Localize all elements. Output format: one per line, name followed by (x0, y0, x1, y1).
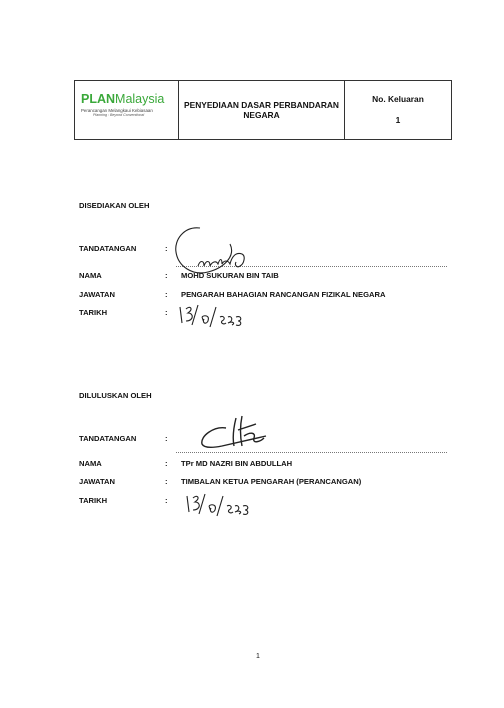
approved-signature (196, 414, 276, 454)
approved-date-label: TARIKH (79, 496, 108, 505)
prepared-position-label: JAWATAN (79, 290, 115, 299)
approved-signature-label: TANDATANGAN (79, 434, 137, 443)
logo-subtitle: Perancangan Melangkaui Kebiasaan (81, 108, 153, 113)
colon: : (165, 290, 168, 299)
colon: : (165, 308, 168, 317)
colon: : (165, 459, 168, 468)
prepared-handwritten-date (176, 303, 256, 329)
issue-cell (345, 81, 451, 139)
issue-number: 1 (395, 115, 401, 125)
prepared-date-label: TARIKH (79, 308, 108, 317)
colon: : (165, 434, 168, 443)
issue-label: No. Keluaran (372, 94, 424, 104)
colon: : (165, 477, 168, 486)
approved-position-label: JAWATAN (79, 477, 115, 486)
document-title: PENYEDIAAN DASAR PERBANDARAN NEGARA (179, 81, 345, 139)
colon: : (165, 244, 168, 253)
logo-plan-text: PLAN (81, 92, 116, 106)
approved-by-heading: DILULUSKAN OLEH (79, 391, 152, 400)
approved-position: TIMBALAN KETUA PENGARAH (PERANCANGAN) (181, 477, 362, 486)
prepared-name: MOHD SUKURAN BIN TAIB (181, 271, 279, 280)
logo-malaysia-text: Malaysia (115, 92, 165, 106)
approved-handwritten-date (183, 492, 263, 518)
approved-name: TPr MD NAZRI BIN ABDULLAH (181, 459, 293, 468)
colon: : (165, 271, 168, 280)
prepared-by-heading: DISEDIAKAN OLEH (79, 201, 150, 210)
document-header-table (74, 80, 452, 140)
prepared-position: PENGARAH BAHAGIAN RANCANGAN FIZIKAL NEGARA (181, 290, 386, 299)
prepared-name-label: NAMA (79, 271, 102, 280)
colon: : (165, 496, 168, 505)
logo-tagline: Planning : Beyond Conventional (93, 113, 145, 117)
planmalaysia-logo (75, 81, 179, 139)
page-number: 1 (256, 653, 260, 660)
approved-name-label: NAMA (79, 459, 102, 468)
prepared-signature-label: TANDATANGAN (79, 244, 137, 253)
